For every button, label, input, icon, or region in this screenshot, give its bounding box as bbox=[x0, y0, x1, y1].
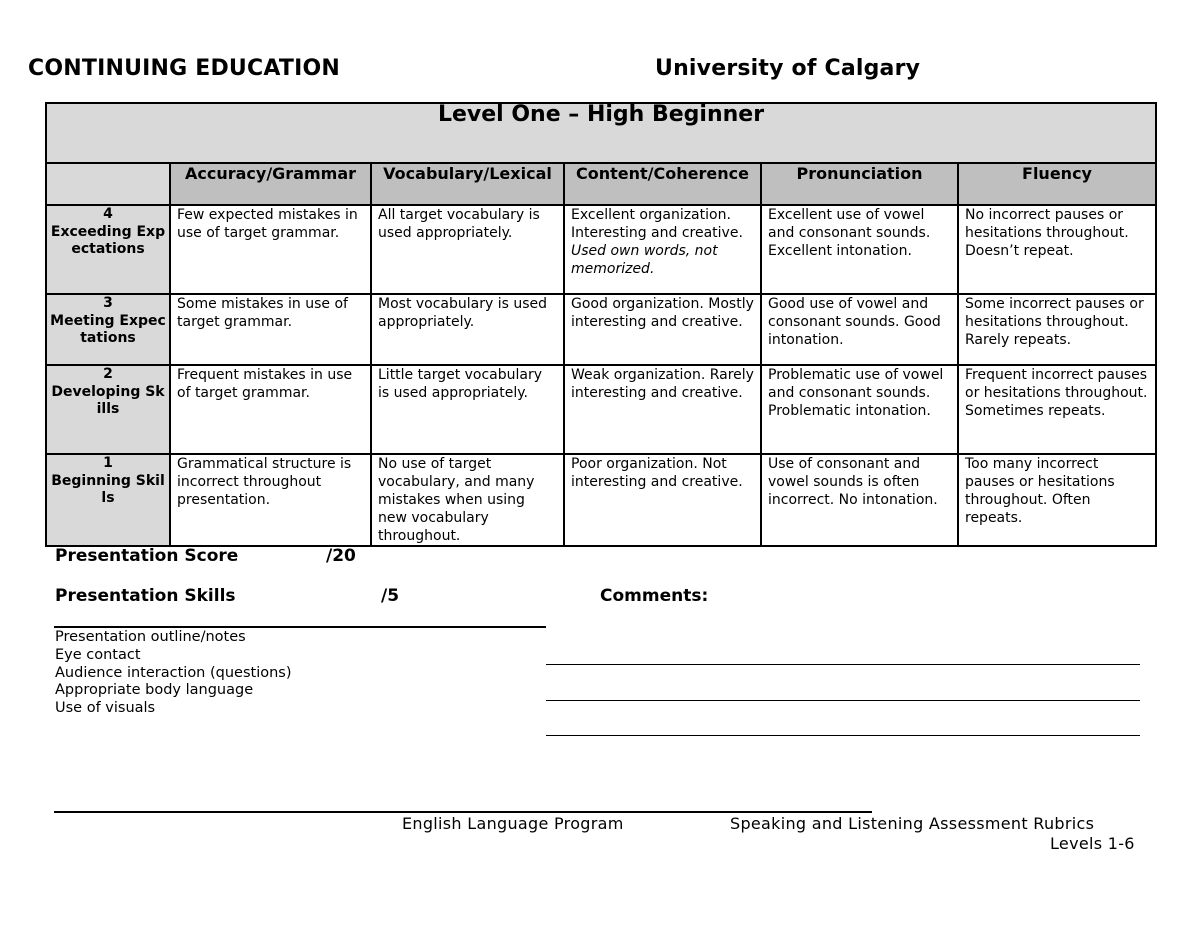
corner-cell bbox=[46, 163, 170, 205]
row-level: 4 bbox=[103, 206, 113, 222]
header-left-title: CONTINUING EDUCATION bbox=[28, 56, 340, 81]
rubric-row-2 bbox=[46, 365, 1156, 454]
column-header-vocabulary: Vocabulary/Lexical bbox=[371, 163, 564, 205]
rubric-table bbox=[45, 102, 1157, 547]
rubric-cell: Weak organization. Rarely interesting and creative. bbox=[564, 365, 761, 454]
rubric-cell: No use of target vocabulary, and many mistakes when using new vocabulary throughout. bbox=[371, 454, 564, 546]
footer-divider bbox=[54, 811, 872, 813]
comment-line bbox=[546, 664, 1140, 665]
skill-item: Eye contact bbox=[55, 646, 141, 663]
row-header-2 bbox=[46, 365, 170, 454]
rubric-cell: Little target vocabulary is used appropriately. bbox=[371, 365, 564, 454]
rubric-cell: Most vocabulary is used appropriately. bbox=[371, 294, 564, 365]
skill-item: Audience interaction (questions) bbox=[55, 664, 292, 681]
column-header-content: Content/Coherence bbox=[564, 163, 761, 205]
rubric-cell: Grammatical structure is incorrect throughout presentation. bbox=[170, 454, 371, 546]
comment-line bbox=[546, 735, 1140, 736]
rubric-cell: Good use of vowel and consonant sounds. Good intonation. bbox=[761, 294, 958, 365]
footer-title: Speaking and Listening Assessment Rubrics bbox=[730, 814, 1095, 833]
row-level: 3 bbox=[103, 295, 113, 311]
rubric-cell: Problematic use of vowel and consonant sounds. Problematic intonation. bbox=[761, 365, 958, 454]
rubric-row-3 bbox=[46, 294, 1156, 365]
rubric-cell: All target vocabulary is used appropriately. bbox=[371, 205, 564, 294]
presentation-score-label: Presentation Score bbox=[55, 546, 239, 566]
row-level: 2 bbox=[103, 366, 113, 382]
rubric-cell: Too many incorrect pauses or hesitations throughout. Often repeats. bbox=[958, 454, 1156, 546]
column-header-accuracy: Accuracy/Grammar bbox=[170, 163, 371, 205]
row-label: Exceeding Expectations bbox=[50, 223, 166, 257]
footer-levels: Levels 1-6 bbox=[1050, 834, 1135, 853]
skills-divider bbox=[54, 626, 546, 628]
rubric-cell: Use of consonant and vowel sounds is often incorrect. No intonation. bbox=[761, 454, 958, 546]
rubric-cell: Few expected mistakes in use of target grammar. bbox=[170, 205, 371, 294]
row-label: Meeting Expectations bbox=[50, 312, 166, 346]
row-label: Developing Skills bbox=[51, 383, 165, 417]
row-header-1 bbox=[46, 454, 170, 546]
presentation-skills-label: Presentation Skills bbox=[55, 586, 236, 606]
rubric-cell: Frequent mistakes in use of target grammar. bbox=[170, 365, 371, 454]
column-header-pronunciation: Pronunciation bbox=[761, 163, 958, 205]
row-level: 1 bbox=[103, 455, 113, 471]
rubric-cell: Poor organization. Not interesting and creative. bbox=[564, 454, 761, 546]
rubric-cell-text: Excellent organization. Interesting and creative. bbox=[571, 207, 743, 241]
row-header-4 bbox=[46, 205, 170, 294]
rubric-title: Level One – High Beginner bbox=[46, 103, 1156, 163]
row-header-3 bbox=[46, 294, 170, 365]
rubric-cell: No incorrect pauses or hesitations throughout. Doesn’t repeat. bbox=[958, 205, 1156, 294]
comment-line bbox=[546, 700, 1140, 701]
header-right-title: University of Calgary bbox=[655, 56, 921, 81]
comments-label: Comments: bbox=[600, 586, 709, 606]
rubric-row-1 bbox=[46, 454, 1156, 546]
rubric-cell: Excellent use of vowel and consonant sounds. Excellent intonation. bbox=[761, 205, 958, 294]
rubric-cell: Some incorrect pauses or hesitations throughout. Rarely repeats. bbox=[958, 294, 1156, 365]
rubric-row-4 bbox=[46, 205, 1156, 294]
column-header-fluency: Fluency bbox=[958, 163, 1156, 205]
rubric-cell-content bbox=[564, 205, 761, 294]
presentation-skills-value: /5 bbox=[381, 586, 400, 606]
rubric-cell: Some mistakes in use of target grammar. bbox=[170, 294, 371, 365]
rubric-cell: Frequent incorrect pauses or hesitations throughout. Sometimes repeats. bbox=[958, 365, 1156, 454]
rubric-cell: Good organization. Mostly interesting and creative. bbox=[564, 294, 761, 365]
skill-item: Use of visuals bbox=[55, 700, 156, 717]
presentation-score-value: /20 bbox=[326, 546, 356, 566]
rubric-cell-italic-note: Used own words, not memorized. bbox=[571, 243, 718, 277]
skills-list bbox=[55, 629, 292, 718]
skill-item: Presentation outline/notes bbox=[55, 629, 246, 645]
footer-program: English Language Program bbox=[402, 814, 624, 833]
row-label: Beginning Skills bbox=[51, 472, 165, 506]
skill-item: Appropriate body language bbox=[55, 682, 254, 699]
